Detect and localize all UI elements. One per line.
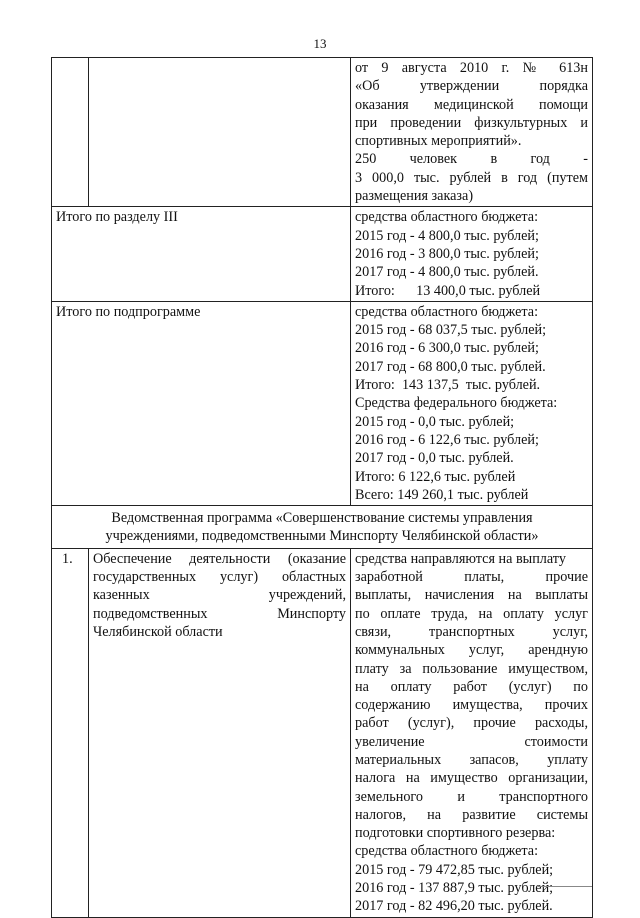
section-total-label: Итого по разделу III — [56, 209, 178, 226]
text-line: выплаты, начисления на выплаты — [355, 587, 588, 604]
cell-section-funding — [351, 207, 593, 301]
cell-subprogram-label — [52, 301, 351, 505]
text-line: связи, транспортных услуг, — [355, 623, 588, 640]
text-line: 2015 год - 68 037,5 тыс. рублей; — [355, 322, 547, 339]
text-line: подготовки спортивного резерва: — [355, 825, 556, 842]
cell-program-header — [52, 506, 593, 549]
text-line: Средства федерального бюджета: — [355, 395, 558, 412]
text-line: 2015 год - 0,0 тыс. рублей; — [355, 413, 515, 430]
program-title-line: учреждениями, подведомственными Минспорту Челябинской области» — [105, 528, 539, 545]
text-line: увеличение стоимости — [355, 733, 588, 750]
cell-section-label — [52, 207, 351, 301]
table-row-subprogram-total — [52, 301, 593, 505]
text-line: Итого: 143 137,5 тыс. рублей. — [355, 377, 541, 394]
text-line: материальных запасов, уплату — [355, 751, 588, 768]
page-number: 13 — [313, 36, 327, 51]
text-line: работ (услуг), прочие расходы, — [355, 715, 588, 732]
text-line: Итого: 13 400,0 тыс. рублей — [355, 282, 541, 299]
footer-rule — [538, 886, 592, 887]
cell-number-empty — [52, 58, 89, 207]
text-line: по оплате труда, на оплату услуг — [355, 605, 588, 622]
text-line: Итого: 6 122,6 тыс. рублей — [355, 468, 516, 485]
text-line: 2015 год - 79 472,85 тыс. рублей; — [355, 861, 554, 878]
cell-item-description — [89, 548, 351, 917]
text-line: Обеспечение деятельности (оказание — [93, 550, 346, 567]
table-row-program-header — [52, 506, 593, 549]
text-line: 2016 год - 137 887,9 тыс. рублей; — [355, 880, 554, 897]
text-line: государственных услуг) областных — [93, 569, 346, 586]
text-line: коммунальных услуг, арендную — [355, 642, 588, 659]
text-line: 250 человек в год - — [355, 151, 588, 168]
budget-table — [51, 57, 593, 918]
subprogram-total-label: Итого по подпрограмме — [56, 303, 201, 320]
text-line: 2016 год - 6 122,6 тыс. рублей; — [355, 431, 539, 448]
text-line: Всего: 149 260,1 тыс. рублей — [355, 486, 529, 503]
text-line: при проведении физкультурных и — [355, 114, 588, 131]
text-line: заработной платы, прочие — [355, 569, 588, 586]
text-line: на оплату работ (услуг) по — [355, 678, 588, 695]
text-line: 2017 год - 82 496,20 тыс. рублей. — [355, 898, 553, 915]
text-line: «Об утверждении порядка — [355, 78, 588, 95]
text-line: 2017 год - 0,0 тыс. рублей. — [355, 450, 514, 467]
text-line: Челябинской области — [93, 623, 223, 640]
text-line: налогов, на развитие системы — [355, 806, 588, 823]
text-line: 2017 год - 68 800,0 тыс. рублей. — [355, 358, 546, 375]
text-line: налога на имущество организации, — [355, 770, 588, 787]
text-line: средства областного бюджета: — [355, 843, 539, 860]
cell-item-funding — [351, 548, 593, 917]
table-row-item — [52, 548, 593, 917]
cell-funding — [351, 58, 593, 207]
text-line: от 9 августа 2010 г. № 613н — [355, 60, 588, 76]
table-row-section-total — [52, 207, 593, 301]
text-line: 2016 год - 3 800,0 тыс. рублей; — [355, 245, 539, 262]
text-line: подведомственных Минспорту — [93, 605, 346, 622]
text-line: средства областного бюджета: — [355, 209, 539, 226]
cell-subprogram-funding — [351, 301, 593, 505]
program-title-line: Ведомственная программа «Совершенствование системы управления — [111, 510, 533, 527]
text-line: плату за пользование имуществом, — [355, 660, 588, 677]
text-line: казенных учреждений, — [93, 587, 346, 604]
text-line: 3 000,0 тыс. рублей в год (путем — [355, 169, 588, 186]
text-line: оказания медицинской помощи — [355, 96, 588, 113]
text-line: 2017 год - 4 800,0 тыс. рублей. — [355, 264, 539, 281]
text-line: спортивных мероприятий». — [355, 133, 522, 150]
table-row-continuation — [52, 58, 593, 207]
text-line: средства направляются на выплату — [355, 550, 566, 567]
text-line: 2016 год - 6 300,0 тыс. рублей; — [355, 340, 539, 357]
text-line: размещения заказа) — [355, 188, 474, 205]
text-line: земельного и транспортного — [355, 788, 588, 805]
text-line: 2015 год - 4 800,0 тыс. рублей; — [355, 227, 539, 244]
item-number: 1. — [62, 550, 73, 567]
cell-description-empty — [89, 58, 351, 207]
cell-item-number — [52, 548, 89, 917]
text-line: содержанию имущества, прочих — [355, 697, 588, 714]
text-line: средства областного бюджета: — [355, 303, 539, 320]
